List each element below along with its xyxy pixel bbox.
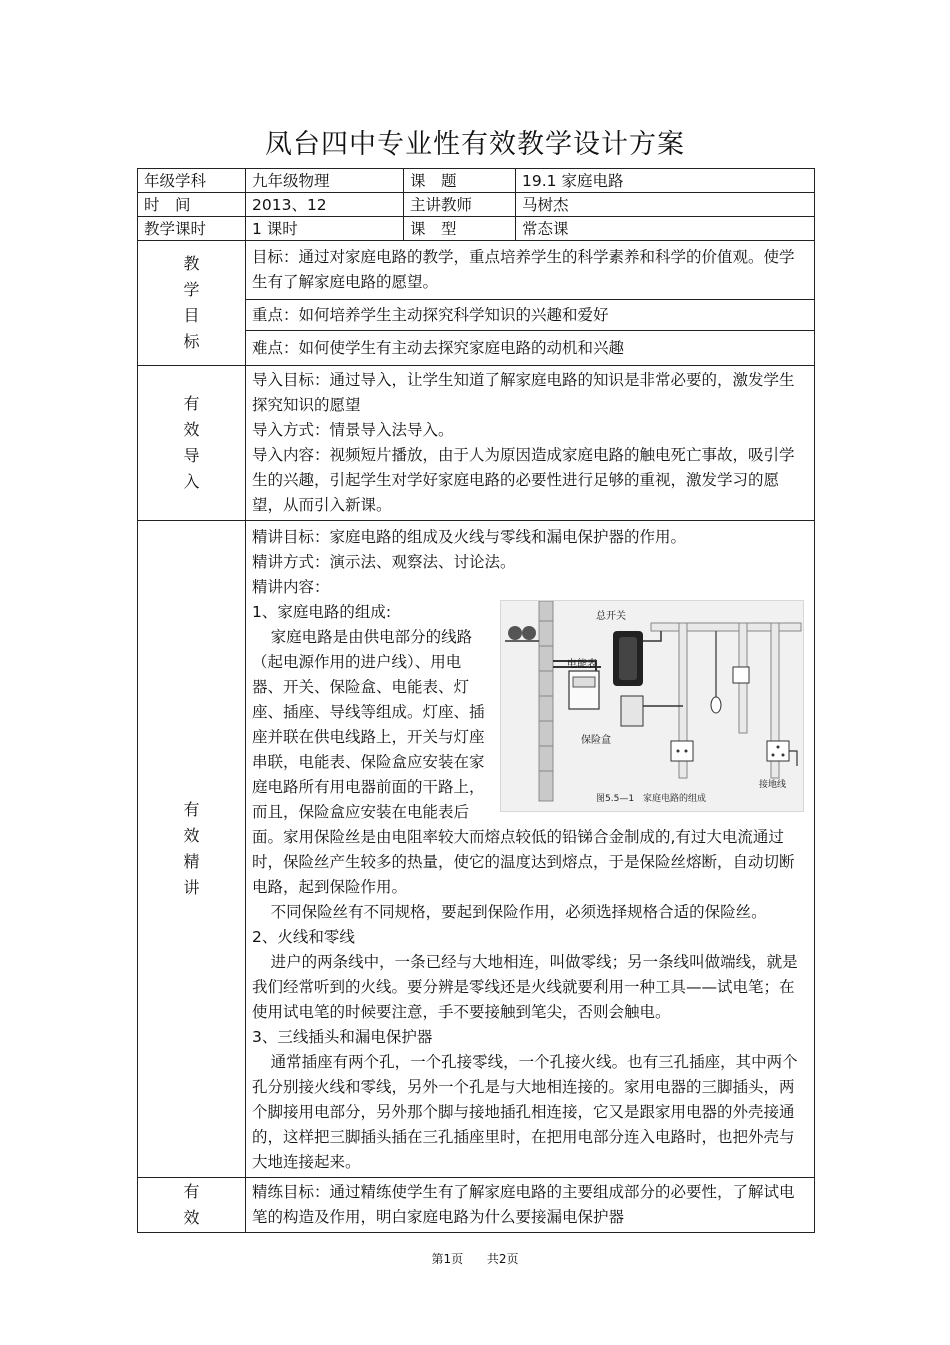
goals-side-label: 教 学 目 标	[138, 241, 246, 366]
section-1-note: 不同保险丝有不同规格，要起到保险作用，必须选择规格合适的保险丝。	[270, 903, 767, 921]
value-hours: 1 课时	[246, 217, 404, 241]
lecture-content-label: 精讲内容：	[252, 578, 330, 596]
label-topic: 课 题	[404, 169, 516, 193]
label-teacher: 主讲教师	[404, 193, 516, 217]
circuit-diagram-svg	[501, 601, 803, 811]
intro-goal: 导入目标：通过导入，让学生知道了解家庭电路的知识是非常必要的，激发学生探究知识的愿望	[252, 371, 795, 414]
section-1-text: 家庭电路是由供电部分的线路（起电源作用的进户线）、用电器、开关、保险盒、电能表、灯座、插座、导线等组成。灯座、插座并联在供电线路上，开关与灯座串联，电能表、保险盒应安装在家庭电路所有用电器前面的干路上，而且，保险盒应安装在电能表后面。家用保险丝是由电阻率较大而熔点较低的铅锑合金制成的,有过大电流通过时，保险丝产生较多的热量，使它的温度达到熔点，于是保险丝熔断，自动切断电路，起到保险作用。	[252, 628, 795, 896]
practice-row	[138, 1178, 815, 1233]
info-row-hours	[138, 217, 815, 241]
intro-side-label: 有 效 导 入	[138, 366, 246, 521]
lecture-content	[246, 521, 815, 1178]
lesson-plan-table	[137, 168, 815, 1233]
label-fuse-box: 保险盒	[581, 735, 611, 746]
intro-method: 导入方式：情景导入法导入。	[252, 421, 454, 439]
intro-row	[138, 366, 815, 521]
lecture-method: 精讲方式：演示法、观察法、讨论法。	[252, 553, 516, 571]
goals-key-text: 重点：如何培养学生主动探究科学知识的兴趣和爱好	[246, 300, 815, 331]
lecture-goal: 精讲目标：家庭电路的组成及火线与零线和漏电保护器的作用。	[252, 528, 687, 546]
section-3-text: 通常插座有两个孔，一个孔接零线，一个孔接火线。也有三孔插座，其中两个孔分别接火线和零线，另外一个孔是与大地相连接的。家用电器的三脚插头，两个脚接用电部分，另外那个脚与接地插孔相连接，它又是跟家用电器的外壳接通的，这样把三脚插头插在三孔插座里时，在把用电部分连入电路时，也把外壳与大地连接起来。	[252, 1053, 798, 1171]
page-footer	[0, 1250, 950, 1267]
lecture-row	[138, 521, 815, 1178]
goals-target-text: 目标：通过对家庭电路的教学，重点培养学生的科学素养和科学的价值观。使学生有了解家庭电路的愿望。	[246, 241, 815, 300]
section-2-title: 2、火线和零线	[252, 928, 355, 946]
page-total: 共2页	[486, 1252, 519, 1266]
figure-caption: 图5.5—1 家庭电路的组成	[596, 794, 707, 804]
section-3-title: 3、三线插头和漏电保护器	[252, 1028, 433, 1046]
section-1-title: 1、家庭电路的组成:	[252, 603, 392, 621]
value-topic: 19.1 家庭电路	[516, 169, 815, 193]
value-grade-subject: 九年级物理	[246, 169, 404, 193]
label-energy-meter: 电能表	[567, 659, 597, 670]
info-row-subject	[138, 169, 815, 193]
value-teacher: 马树杰	[516, 193, 815, 217]
value-time: 2013、12	[246, 193, 404, 217]
label-hours: 教学课时	[138, 217, 246, 241]
goals-row-target	[138, 241, 815, 300]
page-number: 第1页	[431, 1252, 464, 1266]
page-title: 凤台四中专业性有效教学设计方案	[265, 129, 685, 160]
label-lesson-type: 课 型	[404, 217, 516, 241]
practice-goal: 精练目标：通过精练使学生有了解家庭电路的主要组成部分的必要性，了解试电笔的构造及作用，明白家庭电路为什么要接漏电保护器	[246, 1178, 815, 1233]
intro-content-text: 导入内容：视频短片播放，由于人为原因造成家庭电路的触电死亡事故，吸引学生的兴趣，引起学生对学好家庭电路的必要性进行足够的重视，激发学习的愿望，从而引入新课。	[252, 446, 795, 514]
label-ground-wire: 接地线	[759, 780, 787, 790]
intro-content	[246, 366, 815, 521]
section-2-text: 进户的两条线中，一条已经与大地相连，叫做零线；另一条线叫做端线，就是我们经常听到的火线。要分辨是零线还是火线就要利用一种工具——试电笔；在使用试电笔的时候要注意，手不要接触到笔尖，否则会触电。	[252, 953, 798, 1021]
value-lesson-type: 常态课	[516, 217, 815, 241]
household-circuit-diagram	[500, 600, 804, 812]
lecture-side-label: 有 效 精 讲	[138, 521, 246, 1178]
label-grade-subject: 年级学科	[138, 169, 246, 193]
label-time: 时 间	[138, 193, 246, 217]
practice-side-label: 有 效	[138, 1178, 246, 1233]
label-main-switch: 总开关	[596, 611, 626, 622]
info-row-time	[138, 193, 815, 217]
goals-difficult-text: 难点：如何使学生有主动去探究家庭电路的动机和兴趣	[246, 331, 815, 366]
